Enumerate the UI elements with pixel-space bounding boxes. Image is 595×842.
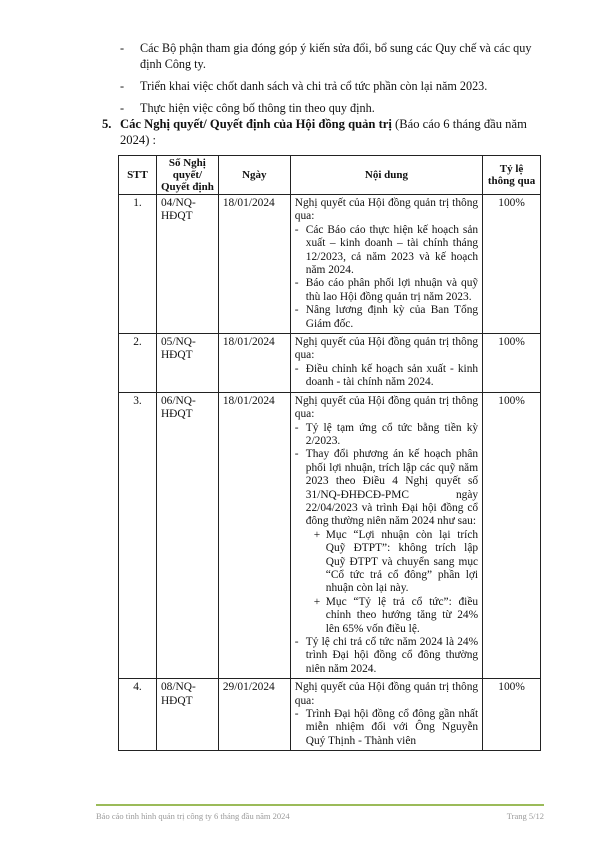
cell-noidung	[290, 679, 482, 751]
cell-so: 04/NQ-HĐQT	[156, 195, 218, 334]
content-item	[295, 448, 478, 636]
table-row	[119, 392, 541, 679]
cell-tyle: 100%	[483, 679, 541, 751]
section-subtitle: (Báo cáo 6 tháng đầu năm 2024) :	[120, 117, 527, 147]
page-footer	[96, 811, 544, 821]
content-intro: Nghị quyết của Hội đồng quản trị thông qua:	[294, 394, 479, 421]
page-number: Trang 5/12	[506, 811, 544, 821]
cell-tyle: 100%	[483, 334, 541, 393]
bullet-text: Triển khai việc chốt danh sách và chi trả cổ tức phần còn lại năm 2023.	[140, 79, 488, 93]
cell-noidung	[290, 195, 482, 334]
cell-ngay: 18/01/2024	[218, 195, 290, 334]
cell-ngay: 18/01/2024	[218, 392, 290, 679]
header-noidung: Nội dung	[290, 156, 482, 195]
footer-title: Báo cáo tình hình quản trị công ty 6 tháng đầu năm 2024	[96, 811, 290, 821]
section-heading	[102, 116, 542, 148]
cell-so: 05/NQ-HĐQT	[156, 334, 218, 393]
section-number: 5.	[102, 117, 112, 131]
cell-stt: 3.	[119, 392, 157, 679]
content-intro: Nghị quyết của Hội đồng quản trị thông qua:	[294, 197, 479, 223]
cell-stt: 2.	[119, 334, 157, 393]
content-item: - Tỷ lệ chi trả cổ tức năm 2024 là 24% trình Đại hội đồng cổ đông thường niên năm 2024.	[295, 636, 478, 676]
content-item: - Tỷ lệ tạm ứng cổ tức bằng tiền kỳ 2/2023.	[295, 422, 478, 449]
header-ngay: Ngày	[218, 156, 290, 195]
resolutions-table	[118, 155, 541, 751]
cell-so: 06/NQ-HĐQT	[156, 392, 218, 679]
footer-divider	[96, 804, 544, 806]
table-row	[119, 679, 541, 751]
cell-tyle: 100%	[483, 195, 541, 334]
bullet-item: - Triển khai việc chốt danh sách và chi trả cổ tức phần còn lại năm 2023.	[120, 79, 488, 93]
header-stt: STT	[119, 156, 157, 195]
content-subitem: + Mục “Tỷ lệ trả cổ tức”: điều chỉnh theo hướng tăng từ 24% lên 65% vốn điều lệ.	[314, 596, 478, 636]
table-row	[119, 334, 541, 393]
content-intro: Nghị quyết của Hội đồng quản trị thông qua:	[294, 681, 479, 707]
cell-noidung	[290, 392, 482, 679]
cell-stt: 4.	[119, 679, 157, 751]
content-item: - Nâng lương định kỳ của Ban Tổng Giám đốc.	[295, 304, 478, 331]
content-item: - Báo cáo phân phối lợi nhuận và quỹ thù lao Hội đồng quản trị năm 2023.	[295, 277, 478, 304]
bullet-list	[120, 40, 540, 122]
content-subitem: + Mục “Lợi nhuận còn lại trích Quỹ ĐTPT”: không trích lập Quỹ ĐTPT và chuyển sang mục “Cổ tức trả cổ đông” phần lợi nhuận còn lại này.	[314, 529, 478, 596]
content-intro: Nghị quyết của Hội đồng quản trị thông qua:	[294, 336, 479, 362]
bullet-item: - Thực hiện việc công bố thông tin theo quy định.	[120, 101, 375, 115]
cell-noidung	[290, 334, 482, 393]
table-row	[119, 195, 541, 334]
content-item: - Điều chỉnh kế hoạch sản xuất - kinh doanh - tài chính năm 2024.	[295, 363, 478, 390]
content-item: - Trình Đại hội đồng cổ đông gần nhất miễn nhiệm đối với Ông Nguyễn Quý Thịnh - Thành viên	[295, 708, 478, 748]
table-header-row	[119, 156, 541, 195]
cell-so: 08/NQ-HĐQT	[156, 679, 218, 751]
bullet-item: - Các Bộ phận tham gia đóng góp ý kiến sửa đổi, bổ sung các Quy chế và các quy định Công ty.	[120, 41, 532, 71]
cell-tyle: 100%	[483, 392, 541, 679]
cell-ngay: 18/01/2024	[218, 334, 290, 393]
section-title: Các Nghị quyết/ Quyết định của Hội đồng quản trị	[120, 117, 392, 131]
cell-stt: 1.	[119, 195, 157, 334]
bullet-text: Thực hiện việc công bố thông tin theo quy định.	[140, 101, 375, 115]
header-tyle: Tỷ lệ thông qua	[483, 156, 541, 195]
content-item-text: Thay đổi phương án kế hoạch phân phối lợi nhuận, trích lập các quỹ năm 2023 theo Điều 4 Nghị quyết số 31/NQ-ĐHĐCĐ-PMC ngày 22/04/2023 và trình Đại hội đồng cổ đông thường niên năm 2024 như sau:	[305, 448, 479, 528]
cell-ngay: 29/01/2024	[218, 679, 290, 751]
content-item: - Các Báo cáo thực hiện kế hoạch sản xuất – kinh doanh – tài chính tháng 12/2023, cả năm 2023 và kế hoạch năm 2024.	[295, 224, 478, 278]
header-so: Số Nghị quyết/ Quyết định	[156, 156, 218, 195]
bullet-text: Các Bộ phận tham gia đóng góp ý kiến sửa đổi, bổ sung các Quy chế và các quy định Công ty.	[140, 41, 532, 71]
